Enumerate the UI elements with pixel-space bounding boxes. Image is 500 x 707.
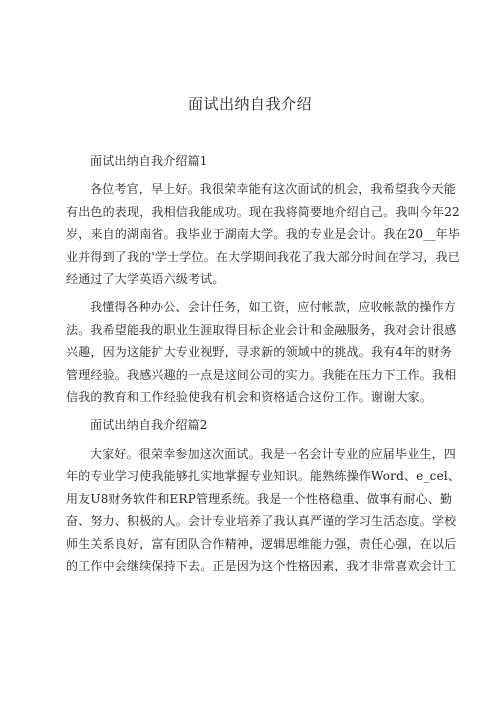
paragraph-line: 奋、努力、积极的人。会计专业培养了我认真严谨的学习生活态度。学校: [66, 514, 457, 529]
section-heading-2: 面试出纳自我介绍篇2: [90, 418, 208, 433]
paragraph-line: 大家好。很荣幸参加这次面试。我是一名会计专业的应届毕业生，四: [90, 446, 457, 461]
paragraph-line: 经通过了大学英语六级考试。: [66, 272, 225, 287]
paragraph-line: 年的专业学习使我能够扎实地掌握专业知识。能熟练操作Word、e_cel、: [66, 469, 461, 484]
paragraph-line: 兴趣，因为这能扩大专业视野，寻求新的领域中的挑战。我有4年的财务: [66, 345, 453, 360]
paragraph-line: 岁，来自的湖南省。我毕业于湖南大学。我的专业是会计。我在20__年毕: [66, 227, 461, 242]
paragraph-line: 师生关系良好，富有团队合作精神，逻辑思维能力强，责任心强，在以后: [66, 536, 457, 551]
paragraph-line: 有出色的表现，我相信我能成功。现在我将简要地介绍自己。我叫今年22: [66, 204, 460, 219]
paragraph-line: 法。我希望能我的职业生涯取得目标企业会计和金融服务，我对会计很感: [66, 322, 457, 337]
document-title: 面试出纳自我介绍: [187, 95, 312, 113]
document-body: [66, 150, 461, 577]
paragraph-line: 管理经验。我感兴趣的一点是这间公司的实力。我能在压力下工作。我相: [66, 367, 457, 382]
paragraph-line: 信我的教育和工作经验使我有机会和资格适合这份工作。谢谢大家。: [66, 390, 433, 405]
paragraph-line: 用友U8财务软件和ERP管理系统。我是一个性格稳重、做事有耐心、勤: [66, 491, 453, 506]
section-heading-1: 面试出纳自我介绍篇1: [90, 154, 208, 168]
paragraph-line: 的工作中会继续保持下去。正是因为这个性格因素，我才非常喜欢会计工: [66, 558, 457, 573]
paragraph-line: 业并得到了我的'学士学位。在大学期间我花了我大部分时间在学习，我已: [66, 249, 460, 264]
paragraph-line: 我懂得各种办公、会计任务，如工资，应付帐款，应收帐款的操作方: [90, 300, 457, 315]
paragraph-line: 各位考官，早上好。我很荣幸能有这次面试的机会，我希望我今天能: [90, 182, 457, 197]
